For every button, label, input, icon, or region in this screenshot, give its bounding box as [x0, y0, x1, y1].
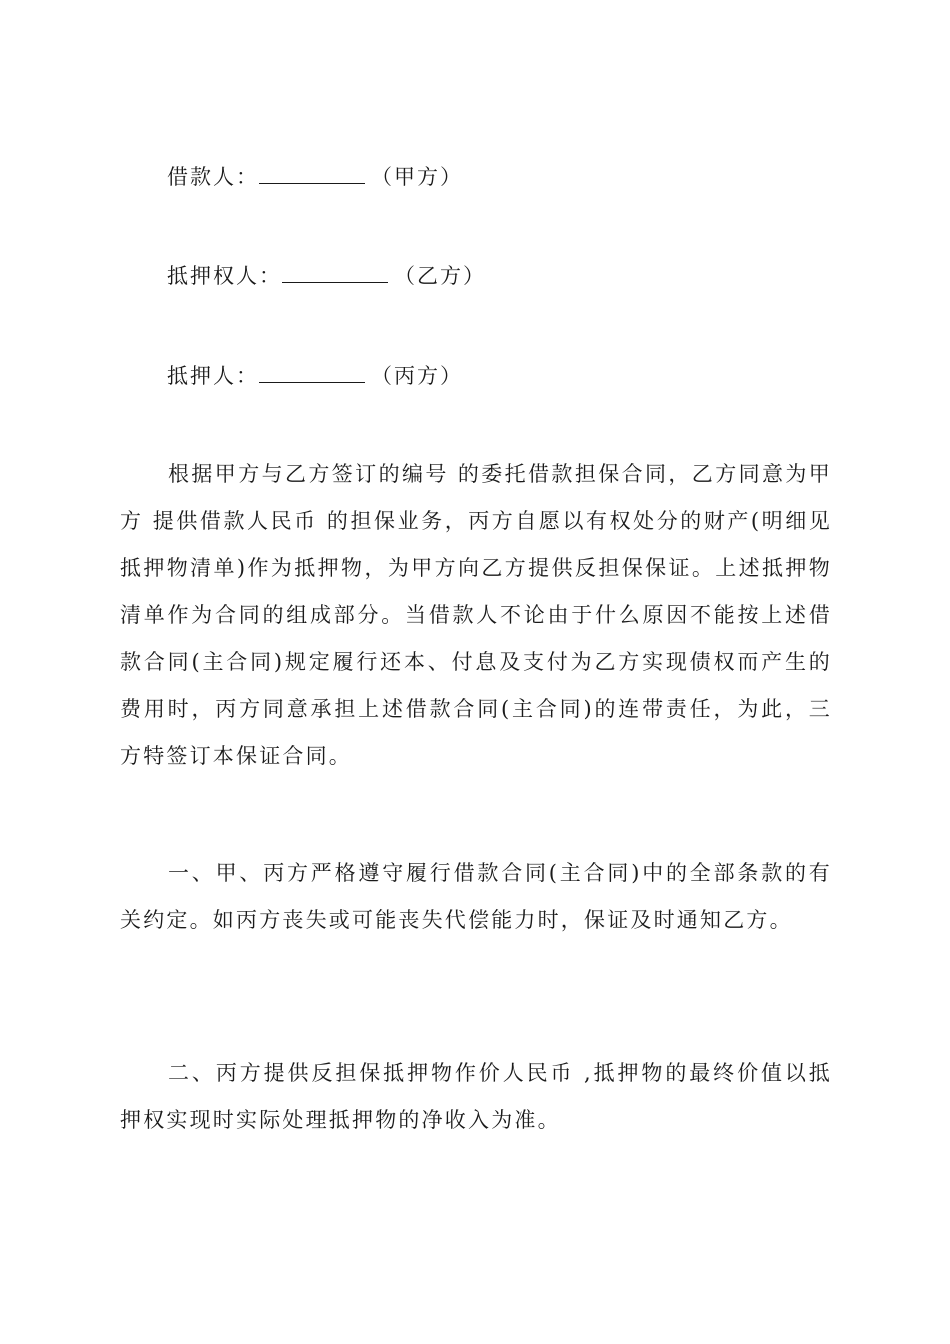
party-mortgagee-label: 抵押权人： — [167, 264, 282, 288]
clause-one: 一、甲、丙方严格遵守履行借款合同(主合同)中的全部条款的有关约定。如丙方丧失或可能丧失代偿能力时，保证及时通知乙方。 — [120, 861, 832, 932]
party-mortgagor-blank — [259, 362, 365, 383]
party-mortgagor-role: （丙方） — [371, 364, 463, 388]
party-borrower — [167, 162, 463, 192]
party-borrower-blank — [259, 163, 365, 184]
party-mortgagee-role: （乙方） — [394, 264, 486, 288]
party-mortgagor-label: 抵押人： — [167, 364, 259, 388]
party-mortgagor — [167, 361, 463, 391]
party-mortgagee — [167, 261, 486, 291]
party-mortgagee-blank — [282, 262, 388, 283]
party-borrower-role: （甲方） — [371, 165, 463, 189]
clause-two: 二、丙方提供反担保抵押物作价人民币 ,抵押物的最终价值以抵押权实现时实际处理抵押物的净收入为准。 — [120, 1061, 832, 1132]
party-borrower-label: 借款人： — [167, 165, 259, 189]
preamble-paragraph: 根据甲方与乙方签订的编号 的委托借款担保合同，乙方同意为甲方 提供借款人民币 的担保业务，丙方自愿以有权处分的财产(明细见抵押物清单)作为抵押物，为甲方向乙方提供反担保保证。上述抵押物清单作为合同的组成部分。当借款人不论由于什么原因不能按上述借款合同(主合同)规定履行还本、付息及支付为乙方实现债权而产生的费用时，丙方同意承担上述借款合同(主合同)的连带责任，为此，三方特签订本保证合同。 — [120, 462, 832, 768]
